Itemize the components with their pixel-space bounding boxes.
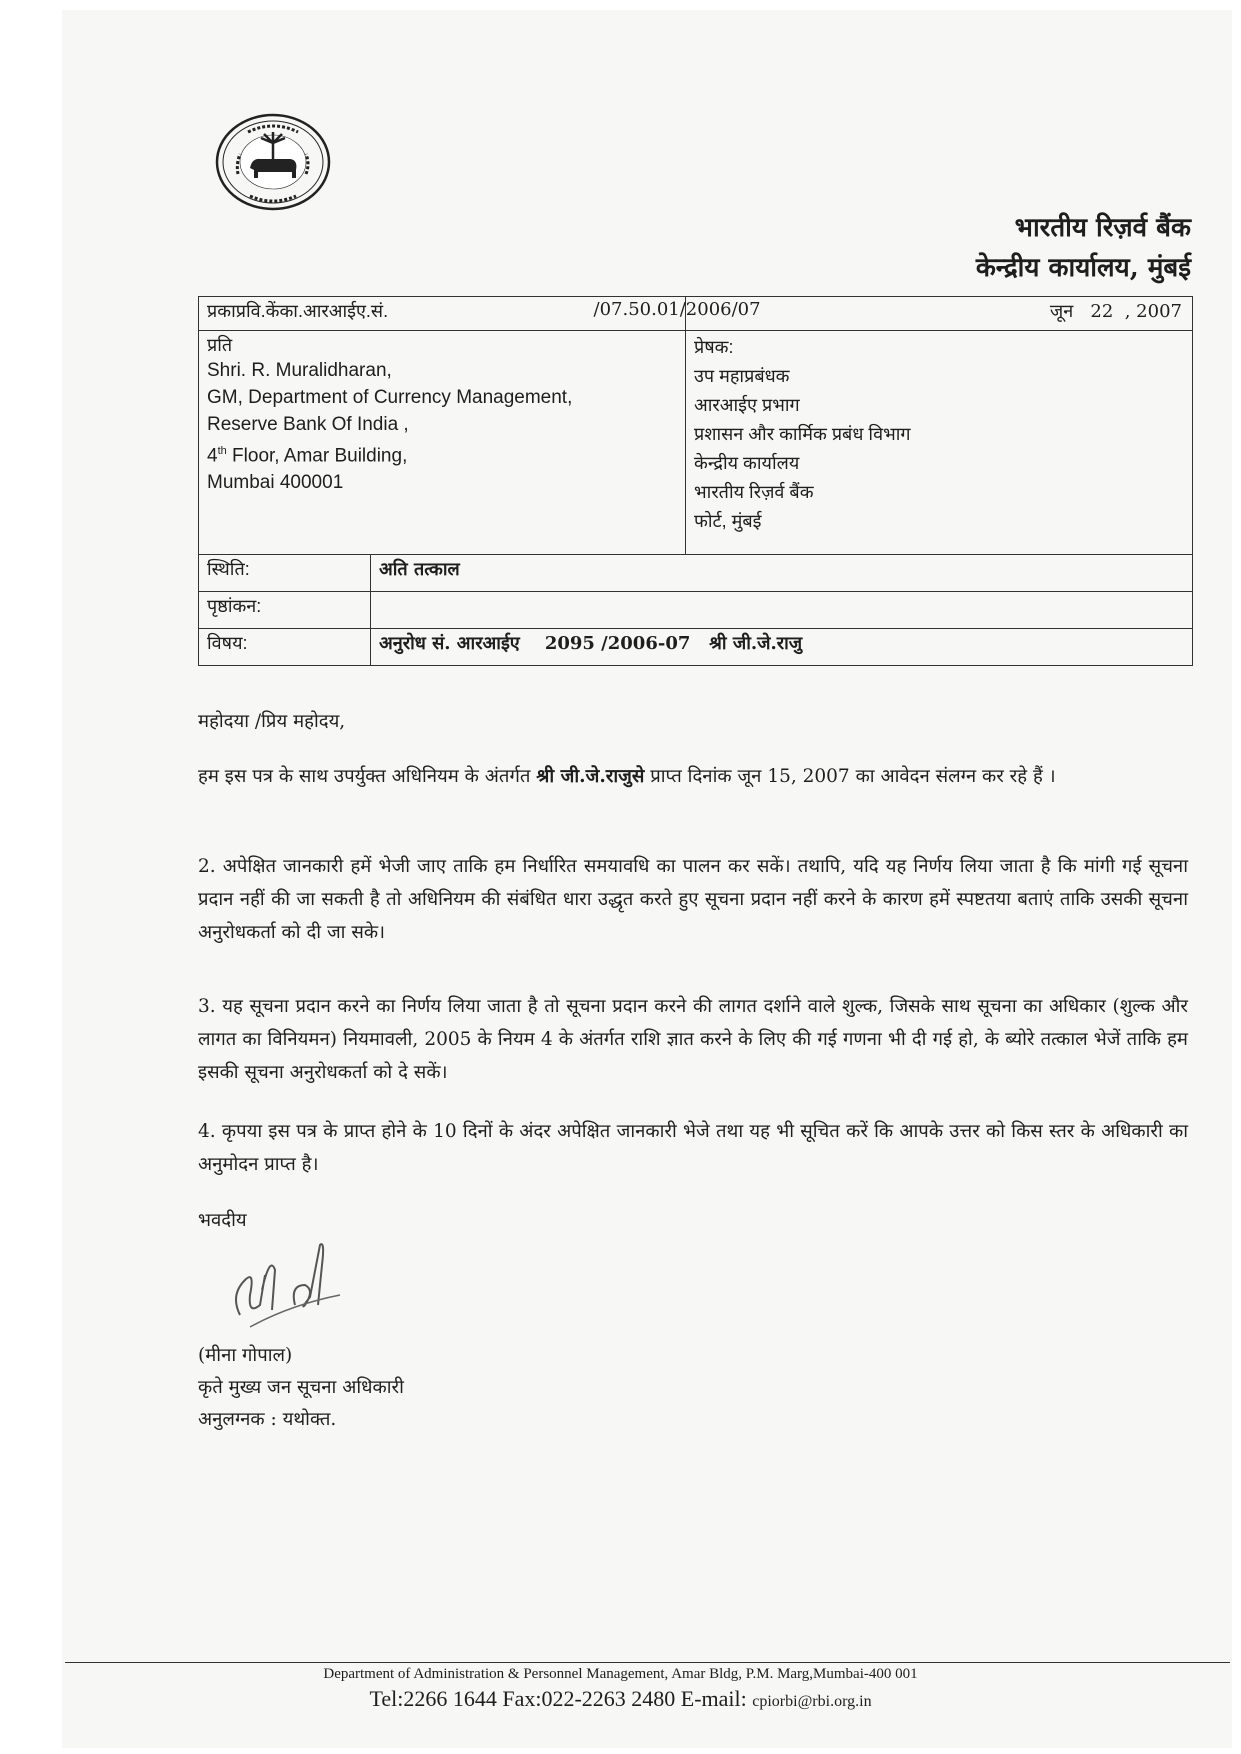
footer-email[interactable]: cpiorbi@rbi.org.in [752, 1693, 872, 1710]
recipient-cell [199, 331, 686, 555]
reference-label: प्रकाप्रवि.केंका.आरआईए.सं. [207, 301, 389, 321]
sender-line: केन्द्रीय कार्यालय [694, 453, 800, 473]
footer-contact [0, 1686, 1241, 1712]
reference-cell [199, 297, 761, 331]
sender-cell [686, 331, 1193, 555]
recipient-label: प्रति [207, 335, 233, 355]
sender-line: प्रशासन और कार्मिक प्रबंध विभाग [694, 424, 911, 444]
status-label: स्थिति: [199, 555, 371, 592]
endorsement-label: पृष्ठांकन: [199, 592, 371, 629]
salutation: महोदया /प्रिय महोदय, [198, 711, 346, 732]
paragraph-1-text: हम इस पत्र के साथ उपर्युक्त अधिनियम के अंतर्गत [198, 766, 537, 787]
recipient-line: GM, Department of Currency Management, [207, 387, 573, 408]
subject-label: विषय: [199, 629, 371, 666]
sender-line: भारतीय रिज़र्व बैंक [694, 482, 814, 502]
date-year: , 2007 [1124, 301, 1182, 322]
footer-address: Department of Administration & Personnel Management, Amar Bldg, P.M. Marg,Mumbai-400 001 [323, 1666, 918, 1682]
handwritten-signature [220, 1235, 380, 1335]
date-cell [686, 297, 1193, 331]
recipient-line [207, 438, 677, 469]
closing: भवदीय [198, 1210, 247, 1231]
paragraph-4: 4. कृपया इस पत्र के प्राप्त होने के 10 दिनों के अंदर अपेक्षित जानकारी भेजे तथा यह भी सूचित करें कि आपके उत्तर को किस स्तर के अधिकारी का अनुमोदन प्राप्त है। [198, 1121, 1188, 1175]
floor-suffix: th [217, 445, 227, 457]
status-value: अति तत्काल [371, 555, 1193, 592]
endorsement-value [371, 592, 1193, 629]
footer-phone-fax: Tel:2266 1644 Fax:022-2263 2480 E-mail: [369, 1686, 753, 1711]
paragraph-1-text-end: प्राप्त दिनांक जून 15, 2007 का आवेदन संलग्न कर रहे हैं । [644, 766, 1056, 787]
paragraph-3: 3. यह सूचना प्रदान करने का निर्णय लिया जाता है तो सूचना प्रदान करने की लागत दर्शाने वाले शुल्क, जिसके साथ सूचना का अधिकार (शुल्क और लागत का विनियमन) नियमावली, 2005 के नियम 4 के अंतर्गत राशि ज्ञात करने के लिए की गई गणना भी दी गई हो, के ब्योरे तत्काल भेजें ताकि हम इसकी सूचना अनुरोधकर्ता को दे सकें। [198, 996, 1188, 1083]
floor-number: 4 [207, 445, 218, 467]
date-day: 22 [1090, 301, 1114, 322]
applicant-name: श्री जी.जे.राजुसे [536, 766, 645, 787]
rbi-seal-logo [214, 112, 332, 212]
letter-meta-table [198, 296, 1193, 666]
recipient-line: Shri. R. Muralidharan, [207, 360, 392, 381]
sender-line: उप महाप्रबंधक [694, 366, 790, 386]
date-month: जून [1049, 301, 1074, 322]
paragraph-2: 2. अपेक्षित जानकारी हमें भेजी जाए ताकि हम निर्धारित समयावधि का पालन कर सकें। तथापि, यदि यह निर्णय लिया जाता है कि मांगी गई सूचना प्रदान नहीं की जा सकती है तो अधिनियम की संबंधित धारा उद्धृत करते हुए सूचना प्रदान नहीं करने के कारण हमें स्पष्टतया बताएं ताकि उसकी सूचना अनुरोधकर्ता को दी जा सके। [198, 856, 1188, 943]
sender-label: प्रेषक: [694, 337, 734, 357]
enclosure: अनुलग्नक : यथोक्त. [198, 1409, 337, 1430]
office-location: केन्द्रीय कार्यालय, मुंबई [975, 253, 1191, 283]
footer-divider [65, 1662, 1230, 1663]
subject-value: अनुरोध सं. आरआईए 2095 /2006-07 श्री जी.जे.राजु [371, 629, 1193, 666]
signatory-name: (मीना गोपाल) [198, 1345, 293, 1366]
reference-number: /07.50.01/2006/07 [593, 299, 761, 320]
paragraph-1 [198, 760, 1188, 793]
floor-text: Floor, Amar Building, [226, 445, 408, 467]
signatory-designation: कृते मुख्य जन सूचना अधिकारी [198, 1377, 404, 1398]
recipient-address [207, 357, 677, 496]
sender-line: फोर्ट, मुंबई [694, 511, 762, 531]
sender-line: आरआईए प्रभाग [694, 395, 800, 415]
org-name: भारतीय रिज़र्व बैंक [1014, 213, 1191, 243]
recipient-line: Reserve Bank Of India , [207, 414, 409, 435]
recipient-line: Mumbai 400001 [207, 472, 344, 494]
